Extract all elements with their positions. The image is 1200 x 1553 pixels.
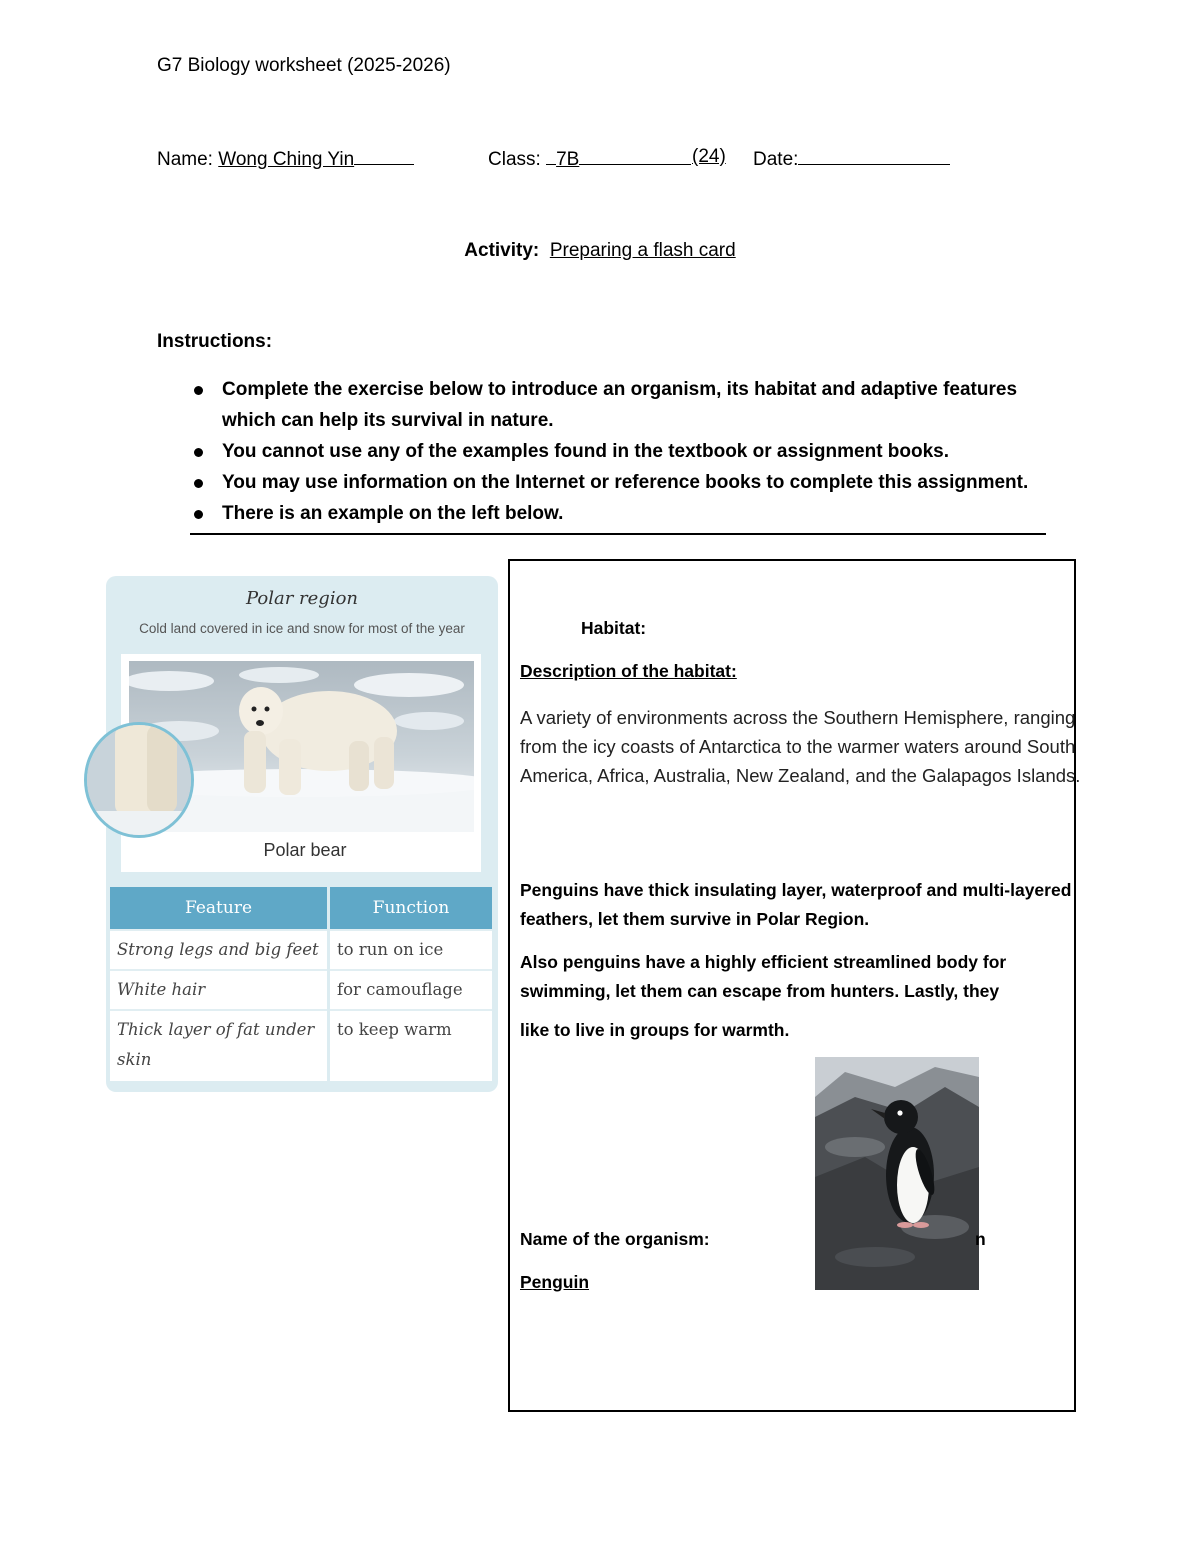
habitat-label: Habitat: bbox=[581, 618, 647, 638]
bullet-icon bbox=[194, 448, 203, 457]
name-label: Name: bbox=[157, 149, 213, 170]
class-value: 7B bbox=[556, 149, 580, 170]
instruction-item: You cannot use any of the examples found in the textbook or assignment books. bbox=[190, 436, 1050, 467]
adaptation-paragraph-2: Also penguins have a highly efficient streamlined body for swimming, let them can escape from hunters. Lastly, they bbox=[520, 952, 1007, 1001]
description-heading: Description of the habitat: bbox=[520, 661, 737, 681]
instructions-list bbox=[190, 374, 1050, 529]
instruction-item: Complete the exercise below to introduce an organism, its habitat and adaptive features which can help its survival in nature. bbox=[190, 374, 1050, 436]
organism-name: Penguin bbox=[520, 1272, 590, 1292]
example-subtitle: Cold land covered in ice and snow for most of the year bbox=[139, 621, 465, 636]
name-field bbox=[157, 146, 414, 171]
date-value bbox=[798, 146, 950, 165]
class-underline-left bbox=[546, 146, 556, 165]
activity-label: Activity: bbox=[464, 240, 540, 261]
penguin-photo bbox=[815, 1057, 979, 1290]
date-label: Date: bbox=[753, 149, 799, 170]
class-number: (24) bbox=[692, 146, 726, 167]
class-underline-right bbox=[579, 146, 691, 165]
table-cell: Strong legs and big feet bbox=[110, 930, 329, 970]
organism-label-stray-char: n bbox=[975, 1229, 986, 1249]
activity-title: Preparing a flash card bbox=[549, 240, 736, 261]
worksheet-title: G7 Biology worksheet (2025-2026) bbox=[157, 55, 451, 76]
organism-label: Name of the organism: bbox=[520, 1229, 710, 1249]
name-value: Wong Ching Yin bbox=[218, 149, 355, 170]
bullet-icon bbox=[194, 510, 203, 519]
class-label: Class: bbox=[488, 149, 541, 170]
bullet-icon bbox=[194, 479, 203, 488]
table-cell: to run on ice bbox=[329, 930, 494, 970]
fur-closeup-circle bbox=[84, 722, 194, 838]
class-field bbox=[488, 146, 691, 171]
table-header: Function bbox=[329, 887, 494, 930]
activity-heading bbox=[0, 240, 1200, 262]
table-row bbox=[110, 1010, 494, 1081]
bullet-icon bbox=[194, 386, 203, 395]
table-cell: Thick layer of fat under skin bbox=[110, 1010, 329, 1081]
date-field bbox=[753, 146, 950, 171]
adaptation-paragraph-3: like to live in groups for warmth. bbox=[520, 1020, 790, 1040]
example-title: Polar region bbox=[246, 588, 358, 609]
adaptation-paragraph-1: Penguins have thick insulating layer, waterproof and multi-layered feathers, let them survive in Polar Region. bbox=[520, 880, 1072, 929]
example-caption: Polar bear bbox=[263, 840, 347, 860]
instruction-item: You may use information on the Internet or reference books to complete this assignment. bbox=[190, 467, 1050, 498]
divider-line bbox=[190, 533, 1046, 535]
table-cell: to keep warm bbox=[329, 1010, 494, 1081]
instruction-item: There is an example on the left below. bbox=[190, 498, 1050, 529]
habitat-description: A variety of environments across the Southern Hemisphere, ranging from the icy coasts of Antarctica to the warmer waters around South America, Africa, Australia, New Zealand, and the Galapagos Islands. bbox=[520, 707, 1081, 786]
table-cell: for camouflage bbox=[329, 970, 494, 1010]
table-header-row bbox=[110, 887, 494, 930]
table-cell: White hair bbox=[110, 970, 329, 1010]
table-row bbox=[110, 930, 494, 970]
table-row bbox=[110, 970, 494, 1010]
table-header: Feature bbox=[110, 887, 329, 930]
feature-table bbox=[110, 887, 495, 1081]
instructions-heading: Instructions: bbox=[157, 331, 273, 352]
name-underline bbox=[354, 146, 414, 165]
